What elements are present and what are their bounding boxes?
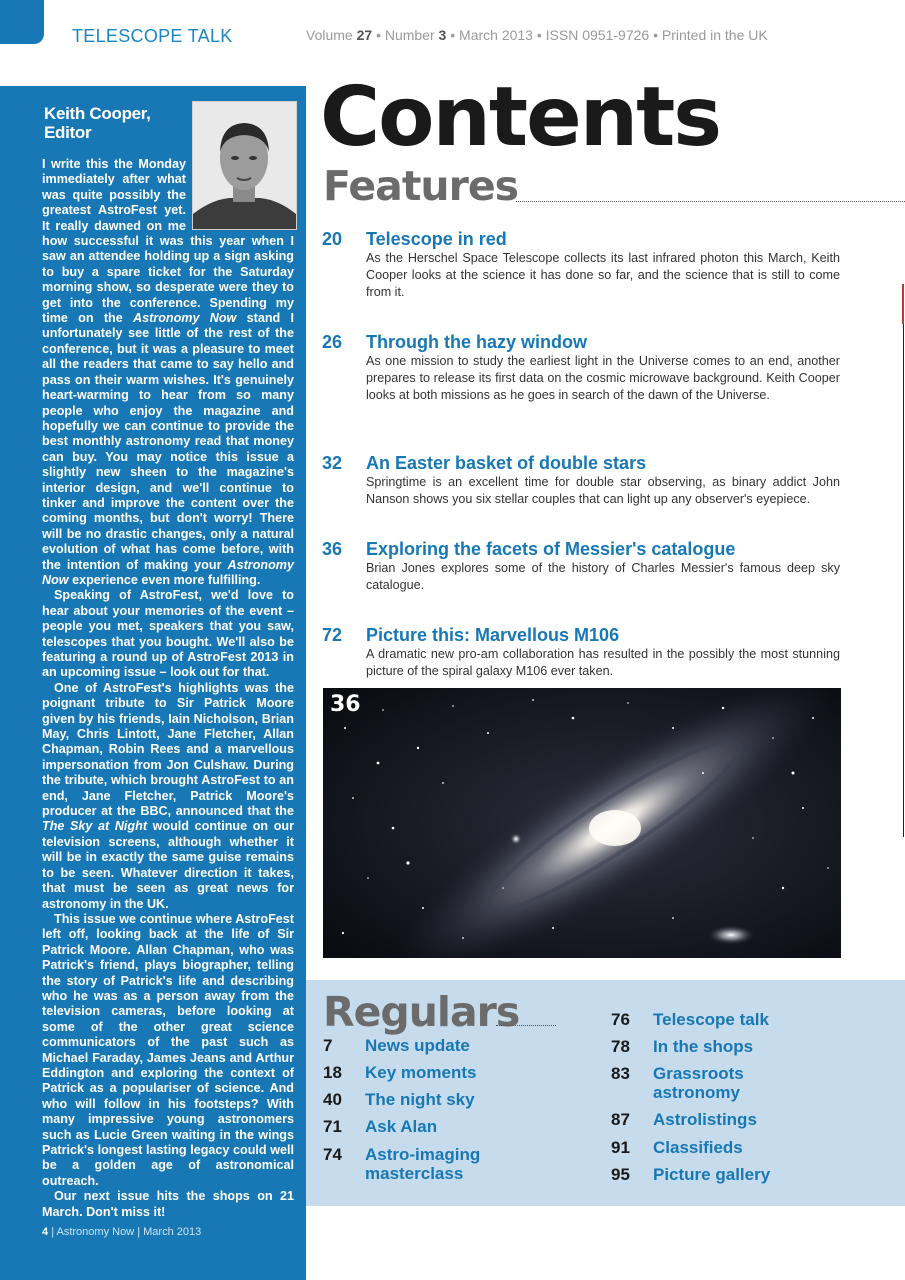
- page-number: 4: [42, 1226, 49, 1238]
- text-wrap-spacer: [186, 157, 294, 227]
- regular-page-number: 95: [611, 1165, 630, 1184]
- feature-description: Brian Jones explores some of the history of Charles Messier's famous deep sky catalogue.: [366, 561, 840, 592]
- number-label: Number: [384, 27, 435, 43]
- feature-description: As one mission to study the earliest light in the Universe comes to an end, another prepares to release its first data on the cosmic microwave background. Keith Cooper looks at both missions as he goes in search of the dawn of the Universe.: [366, 354, 840, 402]
- editorial-paragraph: Our next issue hits the shops on 21 March. Don't miss it!: [42, 1189, 294, 1219]
- image-page-label: 36: [330, 692, 361, 717]
- regular-page-number: 87: [611, 1110, 630, 1129]
- regular-title[interactable]: Telescope talk: [653, 1010, 769, 1029]
- regular-title[interactable]: The night sky: [365, 1090, 475, 1109]
- editorial-text: [42, 157, 294, 1220]
- separator: •: [376, 27, 381, 43]
- feature-title[interactable]: Telescope in red: [366, 229, 507, 249]
- separator: •: [536, 27, 542, 43]
- regular-page-number: 91: [611, 1138, 630, 1157]
- editorial-paragraph: One of AstroFest's highlights was the poignant tribute to Sir Patrick Moore given by his friends, Iain Nicholson, Brian May, Chris Lintott, Jane Fletcher, Allan Chapman, Robin Rees and a marvellous impersonation from Jon Culshaw. During the tribute, which brought AstroFest to an end, Jane Fletcher, Patrick Moore's producer at the BBC, announced that the The Sky at Night would continue on our television screens, although whether it will be in exactly the same guise remains to be seen. Whatever direction it takes, that must be seen as great news for astronomy in the UK.: [42, 680, 294, 911]
- issue-number: 3: [438, 27, 447, 43]
- issue-date: March 2013: [459, 27, 533, 43]
- page-title: Contents: [320, 70, 721, 165]
- galaxy-image: [323, 688, 841, 958]
- features-heading: Features: [323, 162, 519, 210]
- regular-page-number: 78: [611, 1037, 630, 1056]
- issue-meta: [306, 27, 768, 43]
- feature-page-number: 32: [322, 453, 343, 473]
- dotted-rule: [496, 1025, 556, 1026]
- separator: •: [653, 27, 658, 43]
- separator: •: [450, 27, 456, 43]
- regular-title[interactable]: Picture gallery: [653, 1165, 771, 1184]
- volume-label: Volume: [306, 27, 353, 43]
- dotted-rule: [516, 201, 905, 202]
- corner-tab: [0, 0, 44, 44]
- feature-title[interactable]: Picture this: Marvellous M106: [366, 625, 620, 645]
- regulars-heading: Regulars: [323, 988, 520, 1036]
- regular-page-number: 83: [611, 1064, 630, 1083]
- regular-title[interactable]: Ask Alan: [365, 1117, 438, 1136]
- regular-page-number: 76: [611, 1010, 630, 1029]
- regular-title[interactable]: Astrolistings: [653, 1110, 757, 1129]
- editorial-paragraph: Speaking of AstroFest, we'd love to hear about your memories of the event – people you met, speakers that you saw, telescopes that you bought. We'll also be featuring a round up of AstroFest 2013 in an upcoming issue – look out for that.: [42, 588, 294, 680]
- regular-page-number: 7: [323, 1036, 333, 1055]
- regular-title[interactable]: Classifieds: [653, 1138, 743, 1157]
- issn: ISSN 0951-9726: [545, 27, 650, 43]
- printed-note: Printed in the UK: [661, 27, 768, 43]
- feature-description: As the Herschel Space Telescope collects its last infrared photon this March, Keith Cooper looks at the science it has done so far, and the science that is still to come from it.: [366, 251, 840, 299]
- feature-description: A dramatic new pro-am collaboration has resulted in the possibly the most stunning picture of the spiral galaxy M106 ever taken.: [366, 647, 840, 678]
- page-edge-line: [903, 284, 904, 837]
- editorial-paragraph: I write this the Monday immediately after what was quite possibly the greatest AstroFest yet. It really dawned on me how successful it was this year when I saw an attendee holding up a sign asking to buy a spare ticket for the Saturday morning show, so desperate were they to get into the conference. Spending my time on the Astronomy Now stand I unfortunately see little of the rest of the conference, but it was a pleasure to meet all the readers that came to say hello and pass on their warm wishes. It's genuinely heart-warming to hear from so many people who enjoy the magazine and hopefully we can continue to provide the best monthly astronomy read that money can buy. You may notice this issue a slightly new sheen to the magazine's interior design, and we'll continue to tinker and improve the content over the coming months, but don't worry! There will be no drastic changes, only a natural evolution of what has come before, with the intention of making your Astronomy Now experience even more fulfilling.: [42, 157, 295, 587]
- regular-page-number: 40: [323, 1090, 342, 1109]
- feature-page-number: 72: [322, 625, 343, 645]
- regular-title[interactable]: News update: [365, 1036, 470, 1055]
- editor-name: Keith Cooper, Editor: [44, 104, 151, 142]
- regular-title[interactable]: Astro-imaging masterclass: [365, 1145, 481, 1183]
- regular-page-number: 74: [323, 1145, 342, 1164]
- feature-title[interactable]: An Easter basket of double stars: [366, 453, 647, 473]
- section-label: TELESCOPE TALK: [72, 26, 233, 46]
- regular-title[interactable]: Grassroots astronomy: [653, 1064, 744, 1102]
- page-edge-accent: [902, 284, 904, 324]
- volume-number: 27: [356, 27, 373, 43]
- footer-date: March 2013: [143, 1226, 202, 1238]
- feature-description: Springtime is an excellent time for double star observing, as binary addict John Nanson shows you six stellar couples that can light up any observer's eyepiece.: [366, 475, 840, 506]
- feature-page-number: 36: [322, 539, 343, 559]
- feature-title[interactable]: Exploring the facets of Messier's catalogue: [366, 539, 736, 559]
- magazine-name: Astronomy Now: [56, 1226, 135, 1238]
- regular-title[interactable]: Key moments: [365, 1063, 477, 1082]
- feature-title[interactable]: Through the hazy window: [366, 332, 587, 352]
- regular-title[interactable]: In the shops: [653, 1037, 754, 1056]
- feature-page-number: 20: [322, 229, 343, 249]
- editorial-paragraph: This issue we continue where AstroFest left off, looking back at the life of Sir Patrick Moore. Allan Chapman, who was Patrick's friend, plays biographer, telling the story of Patrick's life and describing who he was as a person away from the television cameras, before looking at some of the other great science communicators of the past such as Michael Faraday, James Jeans and Arthur Eddington and exploring the context of Patrick as a populariser of science. And who will follow in his footsteps? With many impressive young astronomers such as Lucie Green waiting in the wings Patrick's longest lasting legacy could well be a golden age of astronomical outreach.: [42, 911, 294, 1188]
- page-footer: 4 | Astronomy Now | March 2013: [42, 1226, 202, 1238]
- regular-page-number: 18: [323, 1063, 342, 1082]
- regular-page-number: 71: [323, 1117, 342, 1136]
- feature-page-number: 26: [322, 332, 343, 352]
